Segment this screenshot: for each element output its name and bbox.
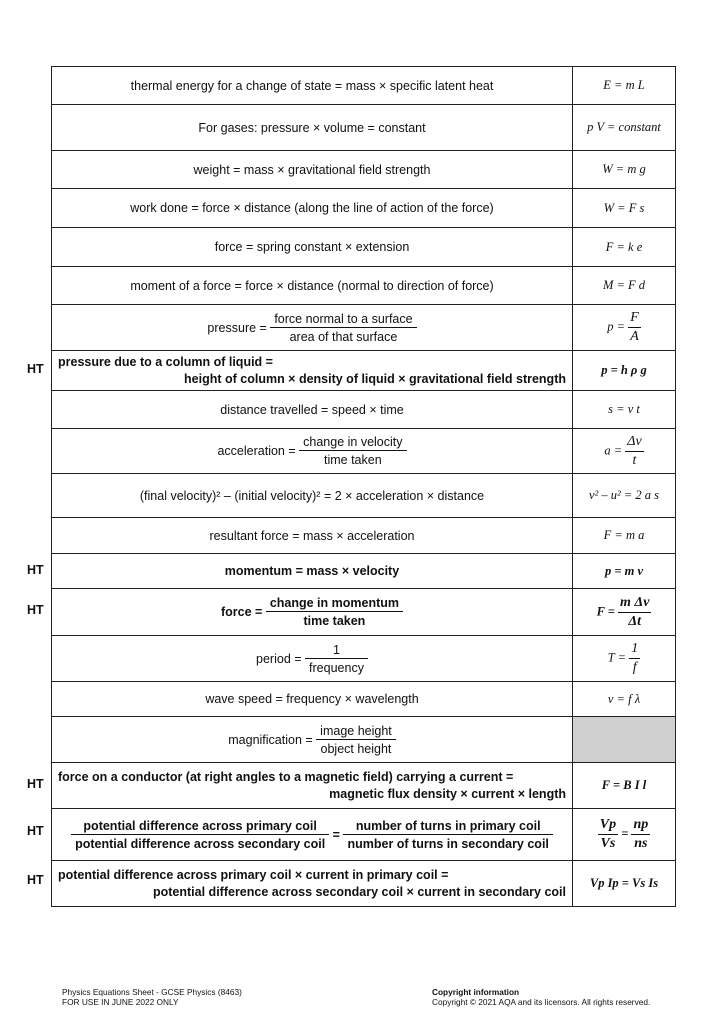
- fraction: [316, 724, 396, 756]
- table-row: [52, 861, 676, 907]
- symbol-denominator: ns: [634, 836, 648, 851]
- symbol-fraction: [631, 817, 650, 852]
- empty-symbol-cell: [573, 717, 676, 763]
- equation-symbol: M = F d: [573, 267, 676, 305]
- equation-symbol: Vp Ip = Vs Is: [573, 861, 676, 907]
- equation-lhs: period =: [256, 651, 302, 666]
- equation-words: [52, 589, 573, 636]
- higher-tier-label: HT: [27, 873, 44, 887]
- symbol-lhs: F =: [596, 603, 615, 618]
- denominator: time taken: [303, 614, 366, 628]
- equation-symbol: p = h ρ g: [573, 351, 676, 391]
- equation-symbol: W = m g: [573, 151, 676, 189]
- symbol-denominator: f: [632, 660, 637, 675]
- symbol-equals: =: [621, 826, 629, 841]
- denominator: area of that surface: [289, 329, 398, 344]
- numerator: force normal to a surface: [270, 312, 416, 328]
- numerator: 1: [305, 643, 368, 659]
- fraction: [270, 312, 416, 344]
- table-row: [52, 391, 676, 429]
- numerator: change in velocity: [299, 435, 406, 451]
- footer-right: [432, 987, 650, 1008]
- table-row: [52, 67, 676, 105]
- equation-line-2: potential difference across secondary coil × current in secondary coil: [153, 884, 566, 899]
- equation-words: work done = force × distance (along the line of action of the force): [52, 189, 573, 228]
- equation-line-1: pressure due to a column of liquid =: [58, 354, 273, 369]
- table-row: [52, 151, 676, 189]
- denominator: object height: [320, 741, 392, 756]
- fraction: [266, 596, 403, 628]
- equation-line-2: magnetic flux density × current × length: [329, 786, 566, 801]
- table-row: [52, 429, 676, 474]
- equals-sign: =: [332, 827, 340, 842]
- symbol-numerator: Vp: [598, 817, 618, 835]
- higher-tier-label: HT: [27, 603, 44, 617]
- table-row: [52, 589, 676, 636]
- equation-words: weight = mass × gravitational field strength: [52, 151, 573, 189]
- table-row: [52, 682, 676, 717]
- equation-words: wave speed = frequency × wavelength: [52, 682, 573, 717]
- symbol-denominator: Δt: [628, 613, 642, 629]
- equation-words: [52, 636, 573, 682]
- symbol-fraction: [598, 817, 618, 852]
- equation-words: [52, 429, 573, 474]
- equation-words: [52, 305, 573, 351]
- equation-symbol: v = f λ: [573, 682, 676, 717]
- higher-tier-label: HT: [27, 362, 44, 376]
- equations-table: [51, 66, 676, 907]
- equation-symbol: [573, 429, 676, 474]
- symbol-lhs: T =: [607, 650, 627, 665]
- equation-words: momentum = mass × velocity: [52, 554, 573, 589]
- higher-tier-label: HT: [27, 563, 44, 577]
- equation-lhs: pressure =: [207, 320, 267, 335]
- equation-words: [52, 763, 573, 809]
- equation-symbol: F = m a: [573, 518, 676, 554]
- table-row: [52, 351, 676, 391]
- table-row: [52, 228, 676, 267]
- equation-symbol: [573, 305, 676, 351]
- table-row: [52, 474, 676, 518]
- symbol-numerator: 1: [629, 641, 640, 659]
- equation-symbol: s = v t: [573, 391, 676, 429]
- symbol-numerator: m Δv: [618, 595, 651, 613]
- table-row: [52, 554, 676, 589]
- footer-usage: FOR USE IN JUNE 2022 ONLY: [62, 997, 179, 1008]
- equation-symbol: [573, 636, 676, 682]
- symbol-fraction: [628, 310, 641, 345]
- equation-symbol: E = m L: [573, 67, 676, 105]
- equation-words: For gases: pressure × volume = constant: [52, 105, 573, 151]
- equation-symbol: W = F s: [573, 189, 676, 228]
- table-row: [52, 636, 676, 682]
- fraction: [71, 819, 329, 851]
- numerator: change in momentum: [266, 596, 403, 612]
- equation-line-1: potential difference across primary coil × current in primary coil =: [58, 867, 449, 882]
- symbol-fraction: [625, 434, 643, 469]
- equation-symbol: p = m v: [573, 554, 676, 589]
- copyright-heading: Copyright information: [432, 987, 520, 997]
- table-row: [52, 267, 676, 305]
- equation-line-1: force on a conductor (at right angles to a magnetic field) carrying a current =: [58, 769, 514, 784]
- higher-tier-label: HT: [27, 777, 44, 791]
- symbol-fraction: [618, 595, 651, 630]
- equation-words: [52, 809, 573, 861]
- table-row: [52, 809, 676, 861]
- symbol-fraction: [629, 641, 640, 676]
- equation-symbol: F = k e: [573, 228, 676, 267]
- symbol-numerator: F: [628, 310, 641, 328]
- equation-line-2: height of column × density of liquid × gravitational field strength: [184, 371, 566, 386]
- footer-left: [62, 987, 242, 1008]
- denominator: potential difference across secondary coil: [75, 836, 326, 851]
- equation-words: resultant force = mass × acceleration: [52, 518, 573, 554]
- equation-words: [52, 351, 573, 391]
- equation-symbol: v² – u² = 2 a s: [573, 474, 676, 518]
- symbol-numerator: np: [631, 817, 650, 835]
- table-row: [52, 518, 676, 554]
- table-row: [52, 763, 676, 809]
- equation-symbol: [573, 809, 676, 861]
- symbol-denominator: t: [632, 452, 637, 468]
- denominator: number of turns in secondary coil: [347, 836, 549, 851]
- denominator: frequency: [309, 660, 364, 675]
- fraction: [343, 819, 552, 851]
- equation-lhs: acceleration =: [217, 444, 296, 458]
- equation-words: moment of a force = force × distance (normal to direction of force): [52, 267, 573, 305]
- table-row: [52, 189, 676, 228]
- symbol-denominator: A: [630, 329, 639, 344]
- equation-lhs: magnification =: [228, 732, 313, 747]
- symbol-lhs: a =: [604, 442, 623, 457]
- equation-words: [52, 861, 573, 907]
- equation-words: distance travelled = speed × time: [52, 391, 573, 429]
- equation-words: thermal energy for a change of state = mass × specific latent heat: [52, 67, 573, 105]
- higher-tier-label: HT: [27, 824, 44, 838]
- equation-symbol: [573, 589, 676, 636]
- symbol-denominator: Vs: [600, 836, 616, 851]
- copyright-text: Copyright © 2021 AQA and its licensors. All rights reserved.: [432, 997, 651, 1008]
- footer-title: Physics Equations Sheet - GCSE Physics (8463): [62, 987, 242, 997]
- table-row: [52, 305, 676, 351]
- equation-words: [52, 717, 573, 763]
- symbol-lhs: p =: [607, 319, 626, 334]
- numerator: image height: [316, 724, 396, 740]
- equation-words: force = spring constant × extension: [52, 228, 573, 267]
- equation-symbol: F = B I l: [573, 763, 676, 809]
- symbol-numerator: Δv: [625, 434, 643, 452]
- fraction: [299, 435, 406, 467]
- denominator: time taken: [323, 453, 382, 467]
- equation-words: (final velocity)² – (initial velocity)² = 2 × acceleration × distance: [52, 474, 573, 518]
- table-row: [52, 105, 676, 151]
- numerator: number of turns in primary coil: [343, 819, 552, 835]
- fraction: [305, 643, 368, 675]
- equation-lhs: force =: [220, 605, 263, 619]
- equation-symbol: p V = constant: [573, 105, 676, 151]
- numerator: potential difference across primary coil: [71, 819, 329, 835]
- table-row: [52, 717, 676, 763]
